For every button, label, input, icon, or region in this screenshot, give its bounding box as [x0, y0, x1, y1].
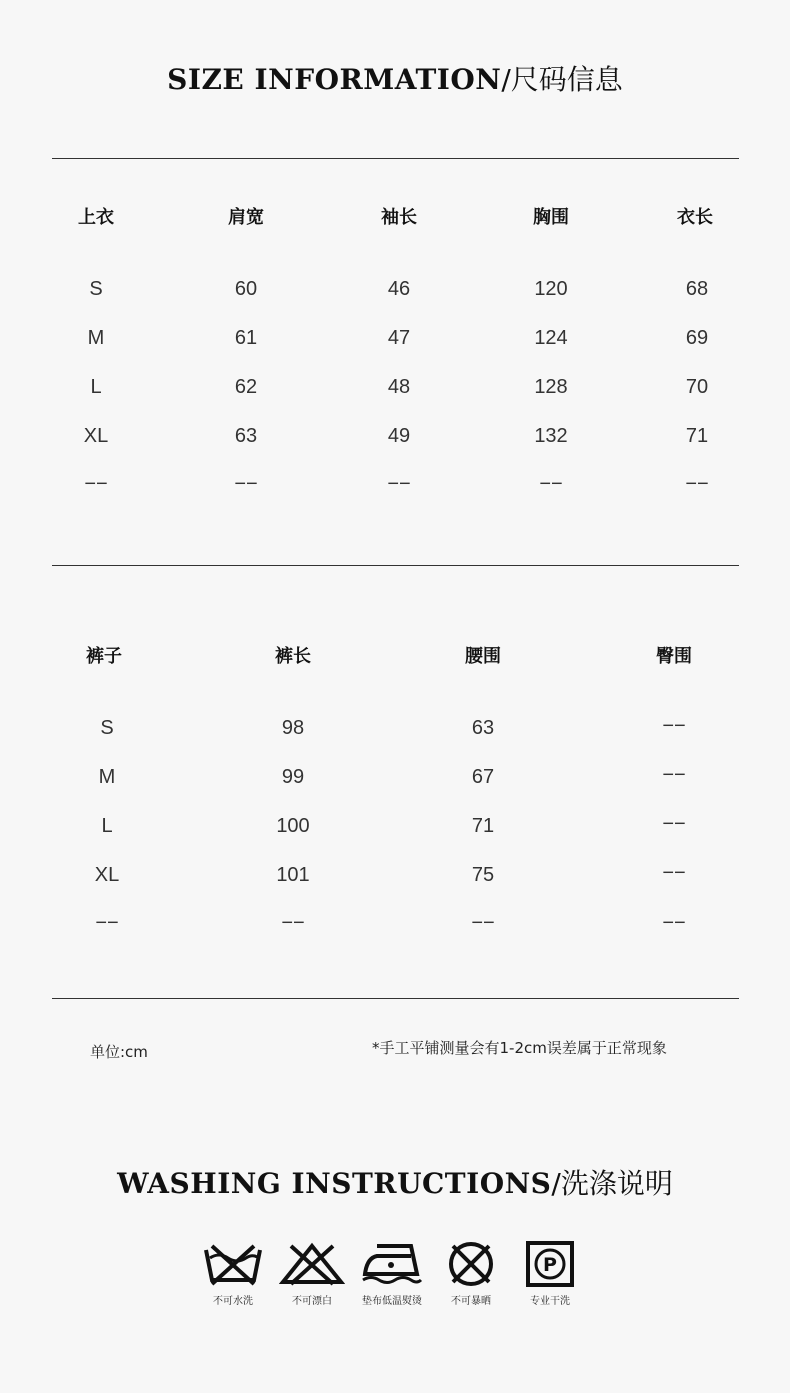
table-cell: 100 [276, 815, 310, 837]
table-cell: 71 [471, 815, 495, 837]
wash-item [431, 1240, 511, 1307]
top-header-shoulder: 肩宽 [228, 207, 264, 228]
table-cell: 71 [685, 425, 709, 447]
table-cell: −− [662, 912, 686, 934]
table-cell: 63 [234, 425, 258, 447]
table-cell: 68 [685, 278, 709, 300]
title-separator: / [551, 1167, 561, 1200]
table-cell: −− [471, 912, 495, 934]
wash-item [272, 1240, 352, 1307]
unit-note: 单位:cm [90, 1043, 148, 1061]
divider-middle [52, 565, 739, 566]
size-info-title-cn: 尺码信息 [510, 63, 623, 96]
no-bleach-icon [272, 1240, 352, 1288]
table-cell: 98 [281, 717, 305, 739]
title-separator: / [501, 63, 511, 96]
no-wash-icon [193, 1240, 273, 1288]
wash-label: 垫布低温熨烫 [362, 1296, 422, 1307]
size-label: S [89, 278, 103, 300]
table-cell: −− [234, 473, 258, 495]
top-header-garment: 上衣 [78, 207, 114, 228]
table-cell: −− [281, 912, 305, 934]
table-cell: 75 [471, 864, 495, 886]
wash-item [510, 1240, 590, 1307]
size-label: XL [83, 425, 109, 447]
wash-label: 不可漂白 [292, 1296, 332, 1307]
washing-title-en: WASHING INSTRUCTIONS [117, 1167, 552, 1200]
iron-low-icon [352, 1240, 432, 1288]
size-label: M [87, 327, 105, 349]
washing-title [0, 1162, 790, 1202]
wash-label: 不可暴晒 [451, 1296, 491, 1307]
table-cell: 99 [281, 766, 305, 788]
table-cell: 120 [534, 278, 568, 300]
table-cell: −− [685, 473, 709, 495]
size-label: M [98, 766, 116, 788]
size-label: −− [95, 912, 119, 934]
table-cell: 63 [471, 717, 495, 739]
top-header-sleeve: 袖长 [381, 207, 417, 228]
divider-top [52, 158, 739, 159]
size-label: L [90, 376, 102, 398]
wash-item [352, 1240, 432, 1307]
table-cell: −− [387, 473, 411, 495]
measurement-note: *手工平铺测量会有1-2cm误差属于正常现象 [372, 1039, 667, 1057]
table-cell: 101 [276, 864, 310, 886]
table-cell: 70 [685, 376, 709, 398]
size-info-title-en: SIZE INFORMATION [167, 63, 502, 96]
table-cell: −− [662, 813, 686, 835]
no-tumble-dry-icon [431, 1240, 511, 1288]
svg-text:P: P [543, 1254, 557, 1276]
table-cell: 132 [534, 425, 568, 447]
table-cell: 46 [387, 278, 411, 300]
table-cell: 48 [387, 376, 411, 398]
table-cell: 47 [387, 327, 411, 349]
table-cell: 49 [387, 425, 411, 447]
table-cell: 128 [534, 376, 568, 398]
table-cell: −− [539, 473, 563, 495]
size-label: XL [94, 864, 120, 886]
table-cell: 60 [234, 278, 258, 300]
wash-label: 不可水洗 [213, 1296, 253, 1307]
top-header-length: 衣长 [677, 207, 713, 228]
bottom-header-waist: 腰围 [465, 646, 501, 667]
wash-label: 专业干洗 [530, 1296, 570, 1307]
size-label: S [100, 717, 114, 739]
bottom-header-hip: 臀围 [656, 646, 692, 667]
divider-bottom [52, 998, 739, 999]
washing-title-cn: 洗涤说明 [560, 1167, 673, 1200]
size-info-title [0, 58, 790, 98]
table-cell: 124 [534, 327, 568, 349]
bottom-header-garment: 裤子 [86, 646, 122, 667]
top-header-chest: 胸围 [533, 207, 569, 228]
table-cell: 69 [685, 327, 709, 349]
size-label: −− [84, 473, 108, 495]
table-cell: −− [662, 764, 686, 786]
table-cell: 62 [234, 376, 258, 398]
dry-clean-p-icon [510, 1240, 590, 1288]
table-cell: 61 [234, 327, 258, 349]
bottom-header-length: 裤长 [275, 646, 311, 667]
table-cell: 67 [471, 766, 495, 788]
table-cell: −− [662, 862, 686, 884]
size-label: L [101, 815, 113, 837]
wash-item [193, 1240, 273, 1307]
table-cell: −− [662, 715, 686, 737]
